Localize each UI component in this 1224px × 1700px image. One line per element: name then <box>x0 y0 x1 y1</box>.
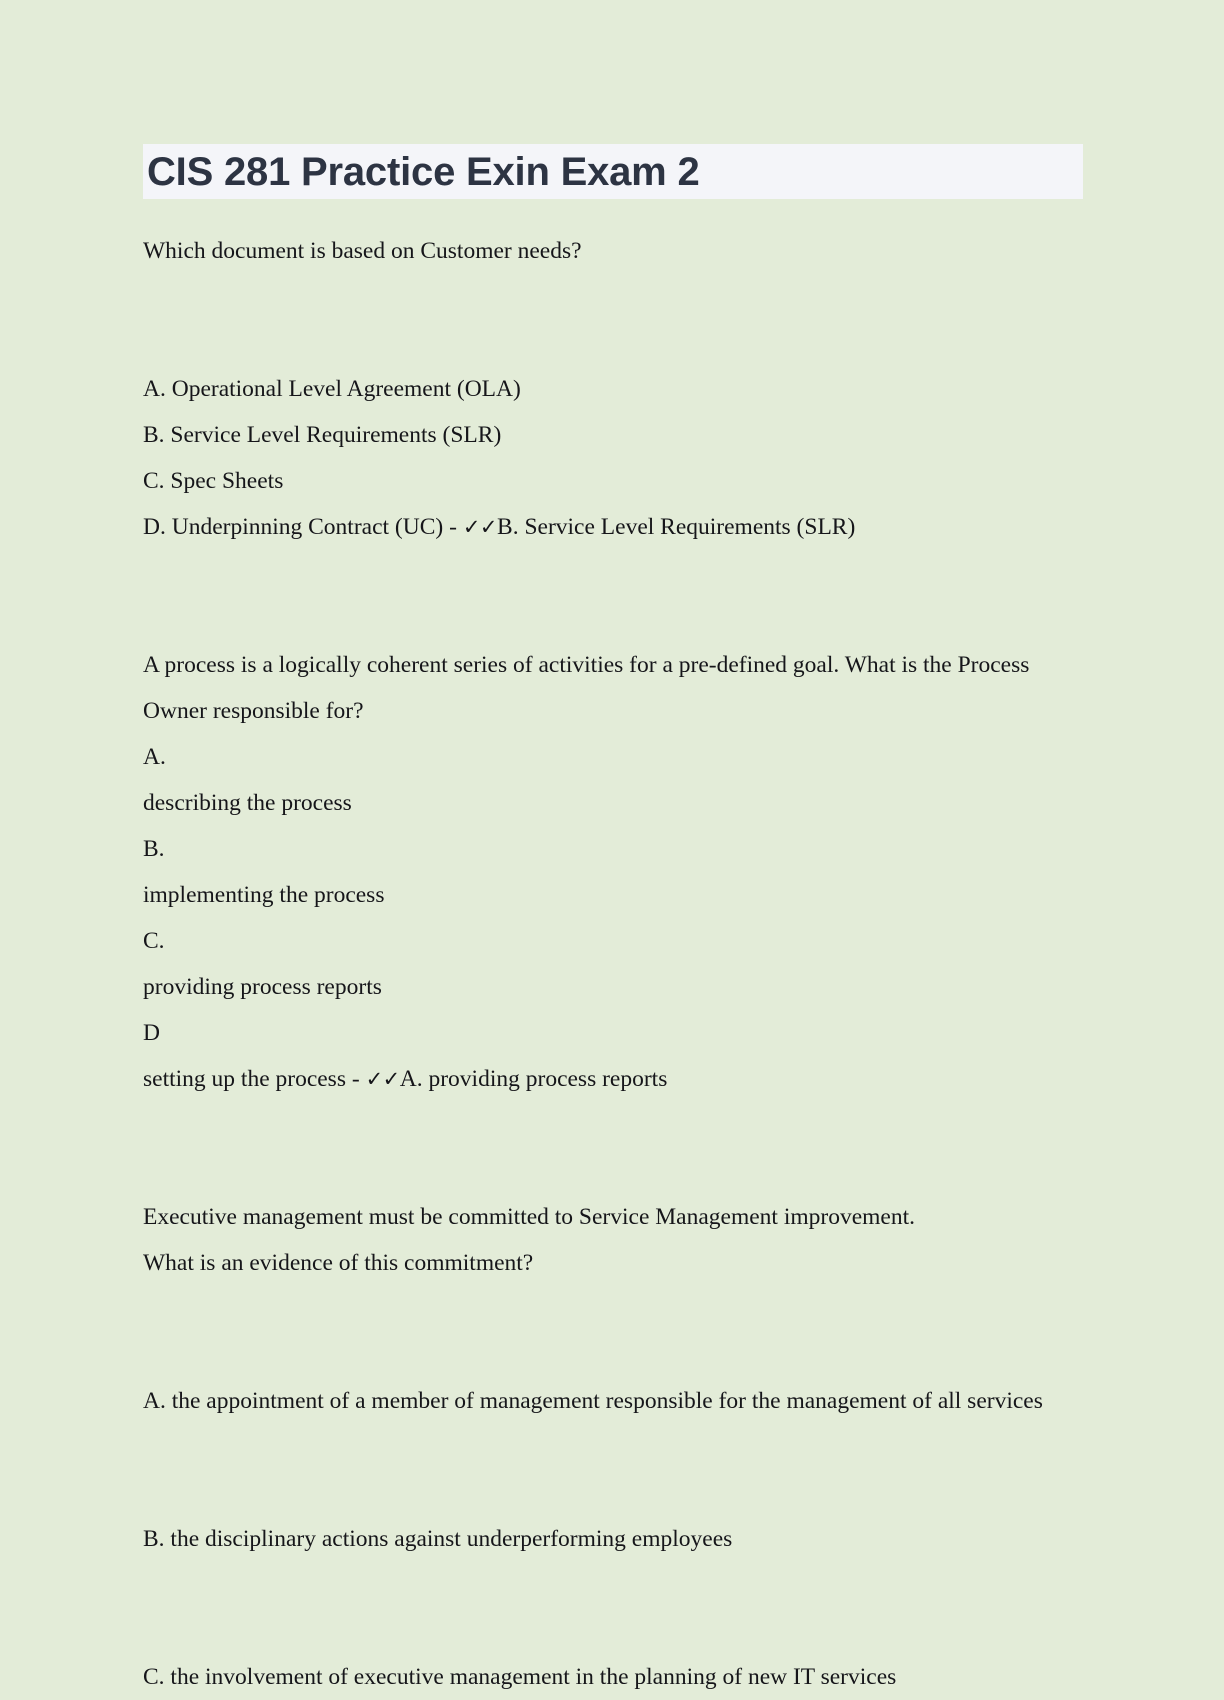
question-3-text-line-1: Executive management must be committed to Service Management improvement. <box>143 1204 916 1230</box>
question-3-text-line-2: What is an evidence of this commitment? <box>143 1250 534 1276</box>
spacer <box>143 1286 1055 1332</box>
question-2-option-b-text: implementing the process <box>143 882 385 908</box>
spacer <box>143 1424 1055 1470</box>
correct-answer-check-icon: ✓✓ <box>365 1067 400 1091</box>
spacer <box>143 274 1055 320</box>
question-1-text: Which document is based on Customer needs? <box>143 238 582 264</box>
question-3-option-a: A. the appointment of a member of management responsible for the management of all services <box>143 1388 1043 1414</box>
question-2-option-c-label: C. <box>143 928 165 954</box>
spacer <box>143 596 1055 642</box>
question-2-option-a-text: describing the process <box>143 790 352 816</box>
question-2-option-a-label: A. <box>143 744 166 770</box>
question-2-text-line-1: A process is a logically coherent series of activities for a pre-defined goal. What is the Process <box>143 652 1030 678</box>
spacer <box>143 1562 1055 1608</box>
question-2-option-b-label: B. <box>143 836 165 862</box>
document-title-band <box>143 144 1083 199</box>
question-2-correct-answer: A. providing process reports <box>399 1066 668 1092</box>
spacer <box>143 1102 1055 1148</box>
question-3-option-c: C. the involvement of executive management in the planning of new IT services <box>143 1664 897 1690</box>
spacer <box>143 1470 1055 1516</box>
spacer <box>143 550 1055 596</box>
question-1-option-d <box>143 504 1055 550</box>
spacer <box>143 1608 1055 1654</box>
question-2-option-d-body: setting up the process - <box>143 1066 366 1092</box>
question-2-option-c-text: providing process reports <box>143 974 382 1000</box>
question-3-option-b: B. the disciplinary actions against underperforming employees <box>143 1526 733 1552</box>
question-2-option-d-label: D <box>143 1020 160 1046</box>
question-2-option-d-text <box>143 1056 1055 1102</box>
document-body <box>143 228 1055 1700</box>
question-1-correct-answer: B. Service Level Requirements (SLR) <box>497 514 856 540</box>
question-1-option-b: B. Service Level Requirements (SLR) <box>143 422 502 448</box>
question-1-option-c: C. Spec Sheets <box>143 468 284 494</box>
page-title: CIS 281 Practice Exin Exam 2 <box>147 149 700 194</box>
question-2-text-line-2: Owner responsible for? <box>143 698 364 724</box>
spacer <box>143 1148 1055 1194</box>
spacer <box>143 320 1055 366</box>
spacer <box>143 1332 1055 1378</box>
question-1-option-a: A. Operational Level Agreement (OLA) <box>143 376 521 402</box>
correct-answer-check-icon: ✓✓ <box>462 515 498 539</box>
question-1-option-d-label: D. Underpinning Contract (UC) - <box>143 514 463 540</box>
